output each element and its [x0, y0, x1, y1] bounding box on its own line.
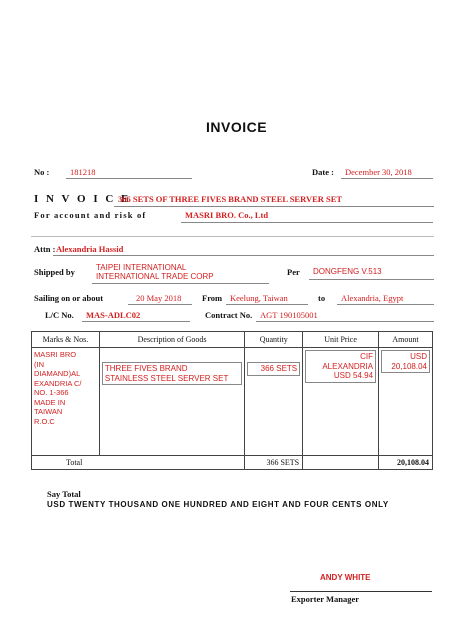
- date-label: Date :: [312, 167, 334, 177]
- table-row: [32, 348, 433, 456]
- sailing-value: 20 May 2018: [136, 293, 182, 303]
- sailing-label: Sailing on or about: [34, 293, 104, 303]
- header-marks: Marks & Nos.: [32, 332, 100, 348]
- description-box: [102, 362, 242, 385]
- header-unit-price: Unit Price: [303, 332, 379, 348]
- goods-table: [31, 331, 433, 470]
- shipped-by-line2: INTERNATIONAL TRADE CORP: [96, 272, 214, 281]
- unit-price-line: CIF ALEXANDRIA: [322, 352, 374, 371]
- attn-label: Attn :: [34, 244, 56, 254]
- per-label: Per: [287, 267, 300, 277]
- header-amount: Amount: [379, 332, 433, 348]
- description-line: THREE FIVES BRAND: [104, 364, 188, 373]
- unit-price-line: USD 54.94: [333, 371, 374, 380]
- shipped-by-value: [96, 263, 214, 281]
- total-unit-price-empty: [303, 456, 379, 470]
- row-unit-price: [303, 348, 379, 456]
- date-value: December 30, 2018: [345, 167, 412, 177]
- signatory-name: ANDY WHITE: [320, 573, 371, 582]
- per-value: DONGFENG V.513: [313, 267, 382, 276]
- amount-line: 20,108.04: [391, 361, 427, 371]
- marks-line: DIAMAND)AL: [34, 369, 81, 378]
- invoice-heading-label: I N V O I C E: [34, 193, 131, 205]
- invoice-goods-summary: 366 SETS OF THREE FIVES BRAND STEEL SERVER SET: [118, 194, 343, 204]
- header-quantity: Quantity: [245, 332, 303, 348]
- to-label: to: [318, 293, 326, 303]
- header-description: Description of Goods: [99, 332, 244, 348]
- account-label: For account and risk of: [34, 210, 147, 220]
- from-label: From: [202, 293, 223, 303]
- row-quantity: [245, 348, 303, 456]
- marks-line: NO. 1-366: [34, 388, 69, 397]
- amount-line: USD: [410, 352, 427, 361]
- say-total-label: Say Total: [47, 489, 81, 499]
- amount-box: [381, 350, 430, 373]
- shipped-by-line1: TAIPEI INTERNATIONAL: [96, 263, 187, 272]
- row-amount: [379, 348, 433, 456]
- marks-line: R.O.C: [34, 416, 55, 426]
- contract-label: Contract No.: [205, 310, 253, 320]
- marks-line: (IN: [34, 359, 44, 369]
- total-label: Total: [32, 456, 245, 470]
- total-quantity: 366 SETS: [245, 456, 303, 470]
- from-value: Keelung, Taiwan: [230, 293, 288, 303]
- lc-value: MAS-ADLC02: [86, 310, 141, 320]
- table-header-row: [32, 332, 433, 348]
- marks-line: TAIWAN: [34, 407, 63, 416]
- marks-line: MASRI BRO: [34, 350, 77, 359]
- account-value: MASRI BRO. Co., Ltd: [185, 210, 269, 220]
- marks-line: MADE IN: [34, 397, 66, 407]
- signatory-role: Exporter Manager: [291, 594, 360, 604]
- total-amount: 20,108.04: [379, 456, 433, 470]
- shipped-by-label: Shipped by: [34, 267, 75, 277]
- invoice-number-value: 181218: [70, 167, 96, 177]
- unit-price-box: [305, 350, 376, 383]
- invoice-title: INVOICE: [206, 119, 268, 135]
- to-value: Alexandria, Egypt: [341, 293, 404, 303]
- attn-value: Alexandria Hassid: [56, 244, 124, 254]
- row-marks: [32, 348, 100, 456]
- quantity-value: 366 SETS: [247, 362, 300, 376]
- row-description: [99, 348, 244, 456]
- total-row: [32, 456, 433, 470]
- marks-line: EXANDRIA C/: [34, 378, 82, 388]
- say-total-value: USD TWENTY THOUSAND ONE HUNDRED AND EIGHT AND FOUR CENTS ONLY: [47, 500, 389, 509]
- lc-label: L/C No.: [45, 310, 74, 320]
- contract-value: AGT 190105001: [260, 310, 318, 320]
- invoice-number-label: No :: [34, 167, 50, 177]
- description-line: STAINLESS STEEL SERVER SET: [104, 373, 229, 383]
